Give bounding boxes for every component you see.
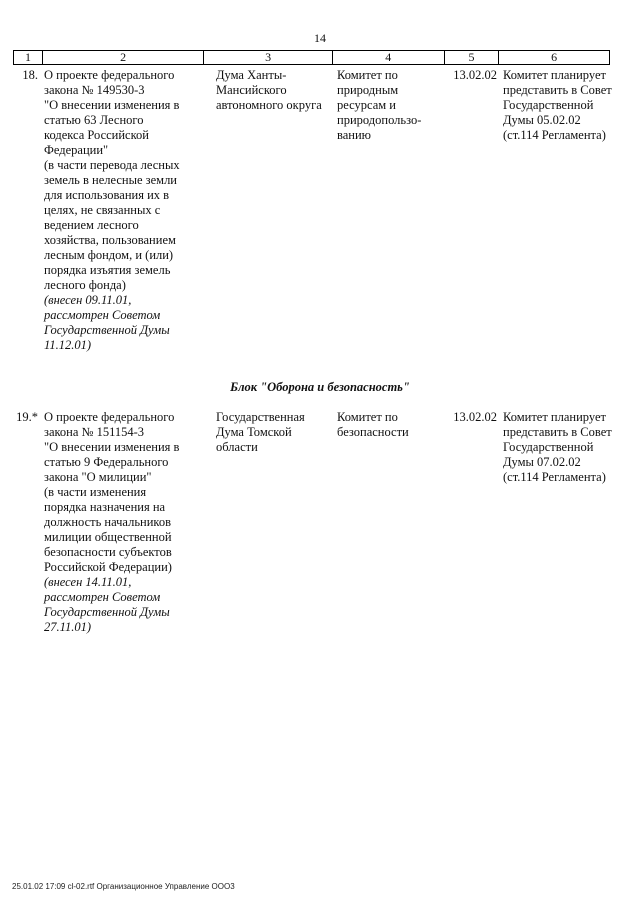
text-line: Комитет по — [337, 68, 398, 82]
text-line: Государственной Думы — [44, 323, 170, 337]
text-line: представить в Совет — [503, 425, 612, 439]
text-line: "О внесении изменения в — [44, 440, 180, 454]
header-col-1: 1 — [14, 51, 43, 64]
text-line: Думы 05.02.02 — [503, 113, 581, 127]
text-line: (в части перевода лесных — [44, 158, 180, 172]
header-col-3: 3 — [204, 51, 333, 64]
text-line: Государственной — [503, 98, 594, 112]
text-line: (ст.114 Регламента) — [503, 470, 606, 484]
text-line: (внесен 09.11.01, — [44, 293, 132, 307]
text-line: 11.12.01) — [44, 338, 91, 352]
text-line: Дума Томской — [216, 425, 292, 439]
text-line: (в части изменения — [44, 485, 147, 499]
text-line: О проекте федерального — [44, 68, 175, 82]
entry-row — [13, 410, 610, 635]
text-line: милиции общественной — [44, 530, 172, 544]
text-line: 27.11.01) — [44, 620, 91, 634]
text-line: Дума Ханты- — [216, 68, 287, 82]
header-col-5: 5 — [445, 51, 500, 64]
entry-decision — [500, 410, 610, 635]
entry-committee — [333, 410, 445, 635]
entry-row — [13, 68, 610, 353]
text-line: статью 63 Лесного — [44, 113, 144, 127]
text-line: безопасности — [337, 425, 409, 439]
text-line: Комитет планирует — [503, 68, 606, 82]
text-line: лесного фонда) — [44, 278, 126, 292]
header-col-4: 4 — [333, 51, 445, 64]
text-line: порядка назначения на — [44, 500, 166, 514]
text-line: природным — [337, 83, 399, 97]
text-line: закона "О милиции" — [44, 470, 152, 484]
text-line: закона № 149530-3 — [44, 83, 145, 97]
text-line: автономного округа — [216, 98, 322, 112]
block-title: Блок "Оборона и безопасность" — [230, 380, 410, 394]
text-line: представить в Совет — [503, 83, 612, 97]
text-line: Федерации" — [44, 143, 109, 157]
text-line: Комитет по — [337, 410, 398, 424]
text-line: кодекса Российской — [44, 128, 149, 142]
text-line: ресурсам и — [337, 98, 396, 112]
text-line: "О внесении изменения в — [44, 98, 180, 112]
table-header — [13, 50, 610, 65]
text-line: должность начальников — [44, 515, 171, 529]
text-line: (ст.114 Регламента) — [503, 128, 606, 142]
entry-committee — [333, 68, 445, 353]
entry-description — [42, 410, 204, 635]
text-line: Мансийского — [216, 83, 287, 97]
entry-number: 19.* — [16, 410, 38, 424]
text-line: природопользо- — [337, 113, 422, 127]
text-line: рассмотрен Советом — [44, 590, 161, 604]
footer-text: 25.01.02 17:09 cl-02.rtf Организационное Управление ООО3 — [12, 882, 235, 891]
text-line: статью 9 Федерального — [44, 455, 169, 469]
text-line: закона № 151154-3 — [44, 425, 145, 439]
text-line: О проекте федерального — [44, 410, 175, 424]
text-line: лесным фондом, и (или) — [44, 248, 174, 262]
entry-description — [42, 68, 204, 353]
text-line: для использования их в — [44, 188, 170, 202]
text-line: земель в нелесные земли — [44, 173, 178, 187]
entry-decision — [500, 68, 610, 353]
text-line: целях, не связанных с — [44, 203, 161, 217]
text-line: ванию — [337, 128, 372, 142]
text-line: Государственной — [503, 440, 594, 454]
text-line: ведением лесного — [44, 218, 139, 232]
text-line: безопасности субъектов — [44, 545, 172, 559]
entry-number: 18. — [22, 68, 38, 82]
text-line: Думы 07.02.02 — [503, 455, 581, 469]
entry-source — [204, 410, 333, 635]
text-line: (внесен 14.11.01, — [44, 575, 132, 589]
entry-date: 13.02.02 — [453, 410, 497, 424]
text-line: Российской Федерации) — [44, 560, 172, 574]
page-number: 14 — [314, 31, 326, 45]
text-line: Государственная — [216, 410, 305, 424]
text-line: Комитет планирует — [503, 410, 606, 424]
entry-date: 13.02.02 — [453, 68, 497, 82]
text-line: порядка изъятия земель — [44, 263, 171, 277]
header-col-2: 2 — [43, 51, 204, 64]
text-line: хозяйства, пользованием — [44, 233, 176, 247]
text-line: области — [216, 440, 258, 454]
text-line: рассмотрен Советом — [44, 308, 161, 322]
header-col-6: 6 — [551, 50, 558, 64]
text-line: Государственной Думы — [44, 605, 170, 619]
entry-source — [204, 68, 333, 353]
